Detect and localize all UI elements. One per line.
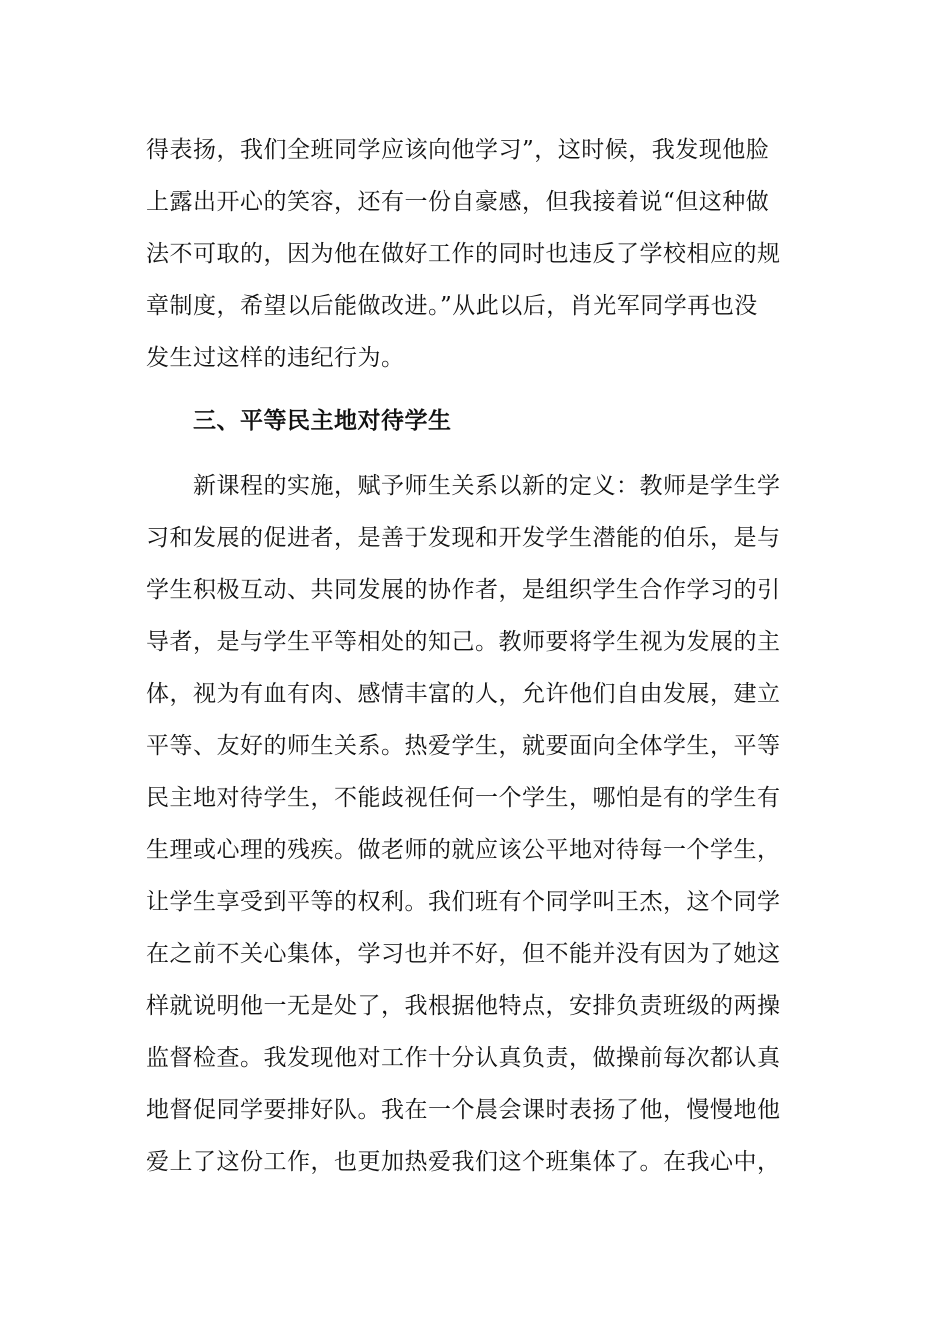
paragraph-line: 上露出开心的笑容，还有一份自豪感，但我接着说“但这种做 — [146, 189, 770, 215]
section-heading: 三、平等民主地对待学生 — [193, 407, 452, 434]
paragraph-line: 发生过这样的违纪行为。 — [146, 345, 405, 371]
paragraph-line: 习和发展的促进者，是善于发现和开发学生潜能的伯乐，是与 — [146, 525, 781, 551]
paragraph-line: 地督促同学要排好队。我在一个晨会课时表扬了他，慢慢地他 — [146, 1097, 781, 1123]
paragraph-line: 爱上了这份工作，也更加热爱我们这个班集体了。在我心中， — [146, 1149, 781, 1175]
paragraph-line: 法不可取的，因为他在做好工作的同时也违反了学校相应的规 — [146, 241, 781, 267]
paragraph-line: 在之前不关心集体，学习也并不好，但不能并没有因为了她这 — [146, 941, 781, 967]
paragraph-line: 新课程的实施，赋予师生关系以新的定义：教师是学生学 — [146, 473, 781, 499]
paragraph-line: 体，视为有血有肉、感情丰富的人，允许他们自由发展，建立 — [146, 681, 781, 707]
paragraph-line: 让学生享受到平等的权利。我们班有个同学叫王杰，这个同学 — [146, 889, 781, 915]
paragraph-line: 章制度，希望以后能做改进。”从此以后，肖光军同学再也没 — [146, 293, 758, 319]
paragraph-line: 学生积极互动、共同发展的协作者，是组织学生合作学习的引 — [146, 577, 781, 603]
paragraph-line: 生理或心理的残疾。做老师的就应该公平地对待每一个学生， — [146, 837, 781, 863]
paragraph-line: 样就说明他一无是处了，我根据他特点，安排负责班级的两操 — [146, 993, 781, 1019]
paragraph-equality — [146, 460, 806, 1188]
paragraph-continued — [146, 124, 806, 384]
paragraph-line: 民主地对待学生，不能歧视任何一个学生，哪怕是有的学生有 — [146, 785, 781, 811]
paragraph-line: 导者，是与学生平等相处的知己。教师要将学生视为发展的主 — [146, 629, 781, 655]
paragraph-line: 监督检查。我发现他对工作十分认真负责，做操前每次都认真 — [146, 1045, 781, 1071]
paragraph-line: 得表扬，我们全班同学应该向他学习”，这时候，我发现他脸 — [146, 137, 770, 163]
paragraph-line: 平等、友好的师生关系。热爱学生，就要面向全体学生，平等 — [146, 733, 781, 759]
